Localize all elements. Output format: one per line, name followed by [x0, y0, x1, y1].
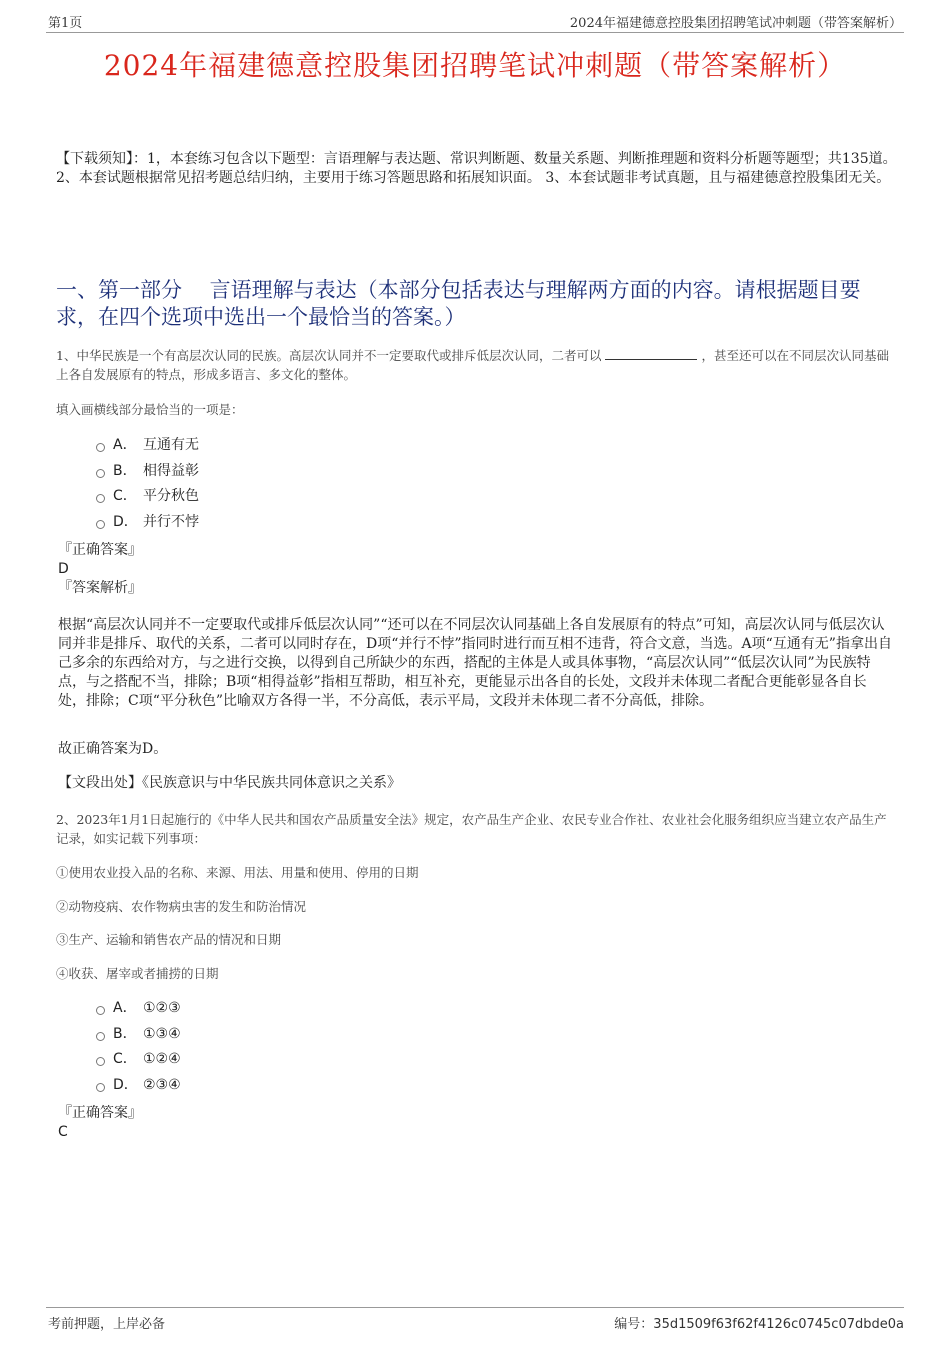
question-2-item-2: ②动物疫病、农作物病虫害的发生和防治情况	[56, 899, 307, 914]
answer-label: 『正确答案』	[58, 1105, 142, 1121]
option-c[interactable]: C． 平分秋色	[96, 484, 199, 510]
document-code	[614, 1313, 904, 1332]
question-1-source: 【文段出处】《民族意识与中华民族共同体意识之关系》	[58, 775, 401, 791]
question-1-stem-after: ，甚至还可以在不同层次认同基础上各自发展原有的特点，形成多语言、多文化的整体。	[56, 348, 889, 382]
code-value: 35d1509f63f62f4126c0745c07dbde0a	[653, 1317, 904, 1332]
radio-icon[interactable]	[96, 1057, 105, 1066]
running-title: 2024年福建德意控股集团招聘笔试冲刺题（带答案解析）	[569, 16, 902, 31]
radio-icon[interactable]	[96, 520, 105, 529]
question-2-answer	[58, 1104, 142, 1142]
question-1-analysis	[58, 616, 893, 711]
download-notice: 【下载须知】：1，本套练习包含以下题型：言语理解与表达题、常识判断题、数量关系题、判断推理题和资料分析题等题型；共135道。 2、本套试题根据常见招考题总结归纳，主要用于练习答题思路和拓展知识面。 3、本套试题非考试真题，且与福建德意控股集团无关。	[56, 151, 897, 186]
page-number: 第1页	[48, 16, 83, 31]
radio-icon[interactable]	[96, 1006, 105, 1015]
answer-label: 『正确答案』	[58, 542, 142, 558]
question-1-stem	[56, 346, 896, 384]
radio-icon[interactable]	[96, 469, 105, 478]
section-heading: 一、第一部分 言语理解与表达（本部分包括表达与理解两方面的内容。请根据题目要求，在四个选项中选出一个最恰当的答案。）	[56, 278, 861, 329]
header-divider	[46, 32, 904, 33]
question-2-item-3: ③生产、运输和销售农产品的情况和日期	[56, 932, 282, 947]
radio-icon[interactable]	[96, 1032, 105, 1041]
question-2-options	[96, 996, 181, 1098]
radio-icon[interactable]	[96, 443, 105, 452]
question-2-item-1: ①使用农业投入品的名称、来源、用法、用量和使用、停用的日期	[56, 865, 419, 880]
option-a[interactable]: A． 互通有无	[96, 433, 199, 459]
radio-icon[interactable]	[96, 494, 105, 503]
question-1-conclusion: 故正确答案为D。	[58, 741, 168, 757]
fill-blank	[605, 347, 697, 360]
option-b[interactable]: B． ①③④	[96, 1022, 181, 1048]
option-d[interactable]: D． ②③④	[96, 1073, 181, 1099]
option-a[interactable]: A． ①②③	[96, 996, 181, 1022]
question-1-instruction: 填入画横线部分最恰当的一项是：	[56, 402, 244, 417]
option-b[interactable]: B． 相得益彰	[96, 459, 199, 485]
radio-icon[interactable]	[96, 1083, 105, 1092]
footer-divider	[46, 1307, 904, 1308]
answer-value: D	[58, 561, 69, 577]
footer-slogan: 考前押题，上岸必备	[48, 1317, 166, 1332]
question-1-stem-before: 1、中华民族是一个有高层次认同的民族。高层次认同并不一定要取代或排斥低层次认同，二者可以	[56, 348, 602, 363]
document-title: 2024年福建德意控股集团招聘笔试冲刺题（带答案解析）	[103, 49, 847, 82]
option-d[interactable]: D． 并行不悖	[96, 510, 199, 536]
question-2-stem: 2、2023年1月1日起施行的《中华人民共和国农产品质量安全法》规定，农产品生产企业、农民专业合作社、农业社会化服务组织应当建立农产品生产记录，如实记载下列事项：	[56, 812, 887, 846]
analysis-text: 根据“高层次认同并不一定要取代或排斥低层次认同”“还可以在不同层次认同基础上各自发展原有的特点”可知，高层次认同与低层次认同并非是排斥、取代的关系，二者可以同时存在，D项“并行不悖”指同时进行而互相不违背，符合文意，当选。A项“互通有无”指拿出自己多余的东西给对方，与之进行交换，以得到自己所缺少的东西，搭配的主体是人或具体事物，“高层次认同”“低层次认同”为民族特点，与之搭配不当，排除；B项“相得益彰”指相互帮助，相互补充，更能显示出各自的长处，文段并未体现二者配合更能彰显各自长处，排除；C项“平分秋色”比喻双方各得一半，不分高低，表示平局，文段并未体现二者不分高低，排除。	[58, 617, 892, 709]
question-2-item-4: ④收获、屠宰或者捕捞的日期	[56, 966, 219, 981]
option-c[interactable]: C． ①②④	[96, 1047, 181, 1073]
answer-value: C	[58, 1124, 68, 1140]
code-label: 编号：	[614, 1317, 654, 1332]
analysis-label: 『答案解析』	[58, 580, 142, 596]
question-1-options	[96, 433, 199, 535]
question-1-answer	[58, 541, 142, 598]
